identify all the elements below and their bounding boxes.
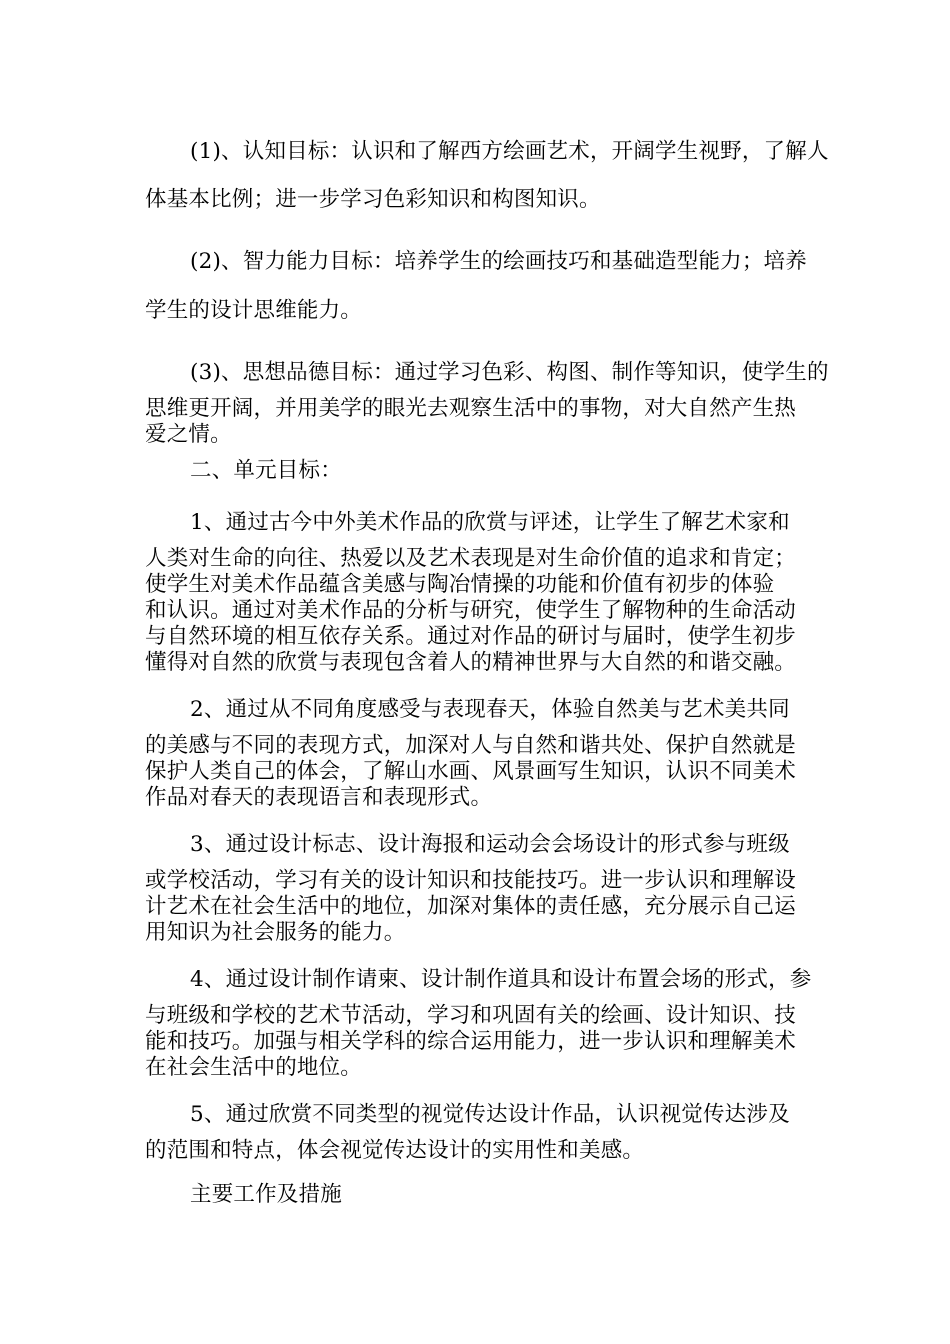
item-3-line-4: 用知识为社会服务的能力。 [145, 920, 406, 945]
item-1-line-3: 使学生对美术作品蕴含美感与陶冶情操的功能和价值有初步的体验 [145, 572, 775, 597]
item-1-line-5: 与自然环境的相互依存关系。通过对作品的研讨与届时，使学生初步 [145, 624, 797, 649]
item-4-line-1: 4、通过设计制作请柬、设计制作道具和设计布置会场的形式，参 [190, 967, 812, 992]
item-4-line-2: 与班级和学校的艺术节活动，学习和巩固有关的绘画、设计知识、技 [145, 1003, 797, 1028]
item-1-line-6: 懂得对自然的欣赏与表现包含着人的精神世界与大自然的和谐交融。 [145, 650, 797, 675]
item-1-line-1: 1、通过古今中外美术作品的欣赏与评述，让学生了解艺术家和 [190, 510, 790, 535]
para-2-line-1: (2)、智力能力目标：培养学生的绘画技巧和基础造型能力；培养 [190, 249, 807, 274]
para-2-line-2: 学生的设计思维能力。 [145, 298, 363, 323]
para-3-line-2: 思维更开阔，并用美学的眼光去观察生活中的事物，对大自然产生热 [145, 396, 797, 421]
item-2-line-1: 2、通过从不同角度感受与表现春天，体验自然美与艺术美共同 [190, 697, 790, 722]
section-heading-main-work: 主要工作及措施 [190, 1182, 342, 1207]
para-1-line-2: 体基本比例；进一步学习色彩知识和构图知识。 [145, 187, 601, 212]
item-5-line-1: 5、通过欣赏不同类型的视觉传达设计作品，认识视觉传达涉及 [190, 1102, 790, 1127]
item-4-line-4: 在社会生活中的地位。 [145, 1055, 363, 1080]
item-1-line-4: 和认识。通过对美术作品的分析与研究，使学生了解物种的生命活动 [145, 598, 797, 623]
para-1-line-1: (1)、认知目标：认识和了解西方绘画艺术，开阔学生视野，了解人 [190, 139, 829, 164]
para-3-line-3: 爱之情。 [145, 422, 232, 447]
item-2-line-3: 保护人类自己的体会，了解山水画、风景画写生知识，认识不同美术 [145, 759, 797, 784]
section-heading-unit-goals: 二、单元目标： [190, 458, 342, 483]
item-3-line-1: 3、通过设计标志、设计海报和运动会会场设计的形式参与班级 [190, 832, 790, 857]
item-3-line-2: 或学校活动，学习有关的设计知识和技能技巧。进一步认识和理解设 [145, 868, 797, 893]
item-3-line-3: 计艺术在社会生活中的地位，加深对集体的责任感，充分展示自己运 [145, 894, 797, 919]
item-5-line-2: 的范围和特点，体会视觉传达设计的实用性和美感。 [145, 1138, 645, 1163]
item-2-line-4: 作品对春天的表现语言和表现形式。 [145, 785, 493, 810]
item-4-line-3: 能和技巧。加强与相关学科的综合运用能力，进一步认识和理解美术 [145, 1029, 797, 1054]
para-3-line-1: (3)、思想品德目标：通过学习色彩、构图、制作等知识，使学生的 [190, 360, 829, 385]
item-1-line-2: 人类对生命的向往、热爱以及艺术表现是对生命价值的追求和肯定； [145, 546, 797, 571]
item-2-line-2: 的美感与不同的表现方式，加深对人与自然和谐共处、保护自然就是 [145, 733, 797, 758]
